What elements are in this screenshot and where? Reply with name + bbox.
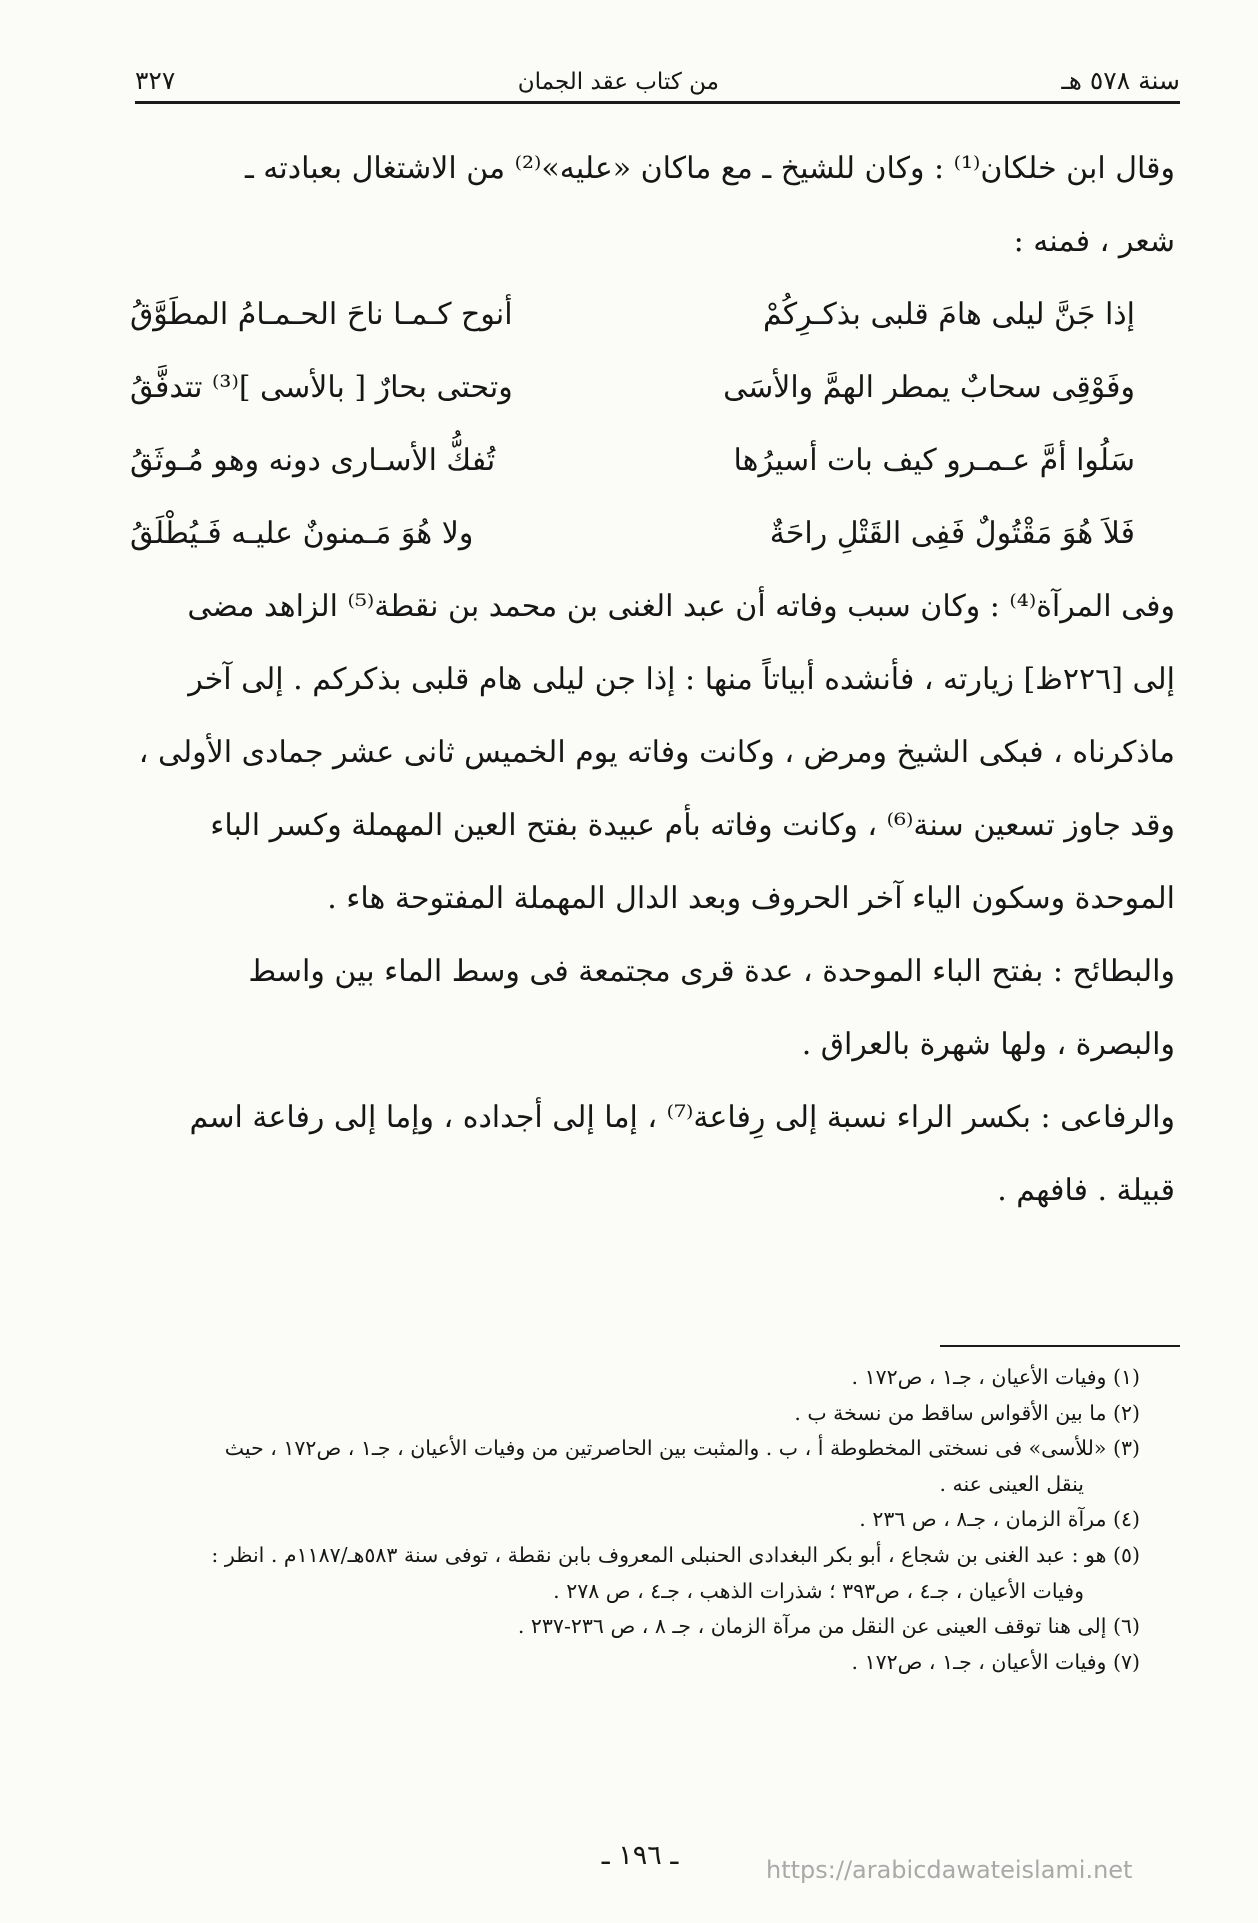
intro-paragraph — [130, 132, 1175, 278]
paragraph-rifai — [130, 1081, 1175, 1227]
text-line: والرفاعى : بكسر الراء نسبة إلى رِفاعة⁽⁷⁾ ، إما إلى أجداده ، وإما إلى رفاعة اسم — [189, 1100, 1175, 1135]
footnote-continuation: ينقل العينى عنه . — [939, 1471, 1084, 1496]
running-header — [135, 44, 1180, 104]
verse-second-hemistich: تُفكُّ الأسـارى دونه وهو مُـوثَقُ — [130, 443, 496, 478]
text-line: وقال ابن خلكان⁽¹⁾ : وكان للشيخ ـ مع ماكان «عليه»⁽²⁾ من الاشتغال بعبادته ـ — [244, 151, 1175, 186]
text-line: إلى [٢٢٦ظ] زيارته ، فأنشده أبياتاً منها : إذا جن ليلى هام قلبى بذكركم . إلى آخر — [188, 662, 1175, 697]
verse-second-hemistich: أنوح كـمـا ناحَ الحـمـامُ المطَوَّقُ — [130, 297, 513, 332]
footnote: (١) وفيات الأعيان ، جـ١ ، ص١٧٢ . — [851, 1365, 1140, 1389]
text-line: الموحدة وسكون الياء آخر الحروف وبعد الدال المهملة المفتوحة هاء . — [327, 881, 1175, 916]
watermark-url: https://arabicdawateislami.net — [766, 1856, 1133, 1884]
header-page-number: ٣٢٧ — [135, 66, 176, 95]
footnote-continuation: وفيات الأعيان ، جـ٤ ، ص٣٩٣ ؛ شذرات الذهب ، جـ٤ ، ص ٢٧٨ . — [553, 1578, 1084, 1603]
poem-verse — [130, 278, 1175, 351]
footnotes — [130, 1360, 1140, 1680]
footnote: (٧) وفيات الأعيان ، جـ١ ، ص١٧٢ . — [851, 1649, 1140, 1674]
poem — [130, 278, 1175, 570]
verse-first-hemistich: سَلُوا أمَّ عـمـرو كيف بات أسيرُها — [733, 443, 1135, 478]
text-line: وفى المرآة⁽⁴⁾ : وكان سبب وفاته أن عبد الغنى بن محمد بن نقطة⁽⁵⁾ الزاهد مضى — [187, 589, 1175, 624]
verse-first-hemistich: إذا جَنَّ ليلى هامَ قلبى بذكـرِكُمْ — [762, 297, 1135, 332]
verse-first-hemistich: وفَوْقِى سحابٌ يمطر الهمَّ والأسَى — [723, 370, 1135, 405]
poem-verse — [130, 351, 1175, 424]
verse-second-hemistich: وتحتى بحارٌ [ بالأسى ]⁽³⁾ تتدفَّقُ — [130, 370, 513, 405]
text-line: شعر ، فمنه : — [1013, 224, 1175, 259]
folio-number: ـ ١٩٦ ـ — [601, 1840, 679, 1871]
main-text — [130, 132, 1175, 1227]
text-line: والبطائح : بفتح الباء الموحدة ، عدة قرى مجتمعة فى وسط الماء بين واسط — [248, 954, 1175, 989]
text-line: والبصرة ، ولها شهرة بالعراق . — [801, 1027, 1175, 1062]
text-line: قبيلة . فافهم . — [997, 1173, 1175, 1208]
header-year: سنة ٥٧٨ هـ — [1061, 66, 1180, 95]
verse-first-hemistich: فَلاَ هُوَ مَقْتُولٌ فَفِى القَتْلِ راحَةٌ — [769, 516, 1135, 551]
paragraph-bataih — [130, 935, 1175, 1081]
footnote: (٣) «للأسى» فى نسختى المخطوطة أ ، ب . والمثبت بين الحاصرتين من وفيات الأعيان ، جـ١ ، ص١٧٢ ، حيث — [224, 1436, 1140, 1461]
poem-verse — [130, 497, 1175, 570]
verse-second-hemistich: ولا هُوَ مَـمنونٌ عليـه فَـيُطْلَقُ — [130, 516, 474, 551]
footnote-separator — [940, 1345, 1180, 1347]
header-book-title: من كتاب عقد الجمان — [517, 69, 719, 95]
footnote: (٤) مرآة الزمان ، جـ٨ ، ص ٢٣٦ . — [859, 1507, 1140, 1532]
footnote: (٢) ما بين الأقواس ساقط من نسخة ب . — [794, 1400, 1140, 1425]
poem-verse — [130, 424, 1175, 497]
footnote: (٥) هو : عبد الغنى بن شجاع ، أبو بكر البغدادى الحنبلى المعروف بابن نقطة ، توفى سنة ٥٨٣هـ/١١٨٧م . انظر : — [211, 1542, 1140, 1567]
text-line: ماذكرناه ، فبكى الشيخ ومرض ، وكانت وفاته يوم الخميس ثانى عشر جمادى الأولى ، — [138, 735, 1175, 770]
paragraph-death-account — [130, 570, 1175, 935]
footnote: (٦) إلى هنا توقف العينى عن النقل من مرآة الزمان ، جـ ٨ ، ص ٢٣٦-٢٣٧ . — [517, 1614, 1140, 1639]
text-line: وقد جاوز تسعين سنة⁽⁶⁾ ، وكانت وفاته بأم عبيدة بفتح العين المهملة وكسر الباء — [210, 808, 1175, 843]
